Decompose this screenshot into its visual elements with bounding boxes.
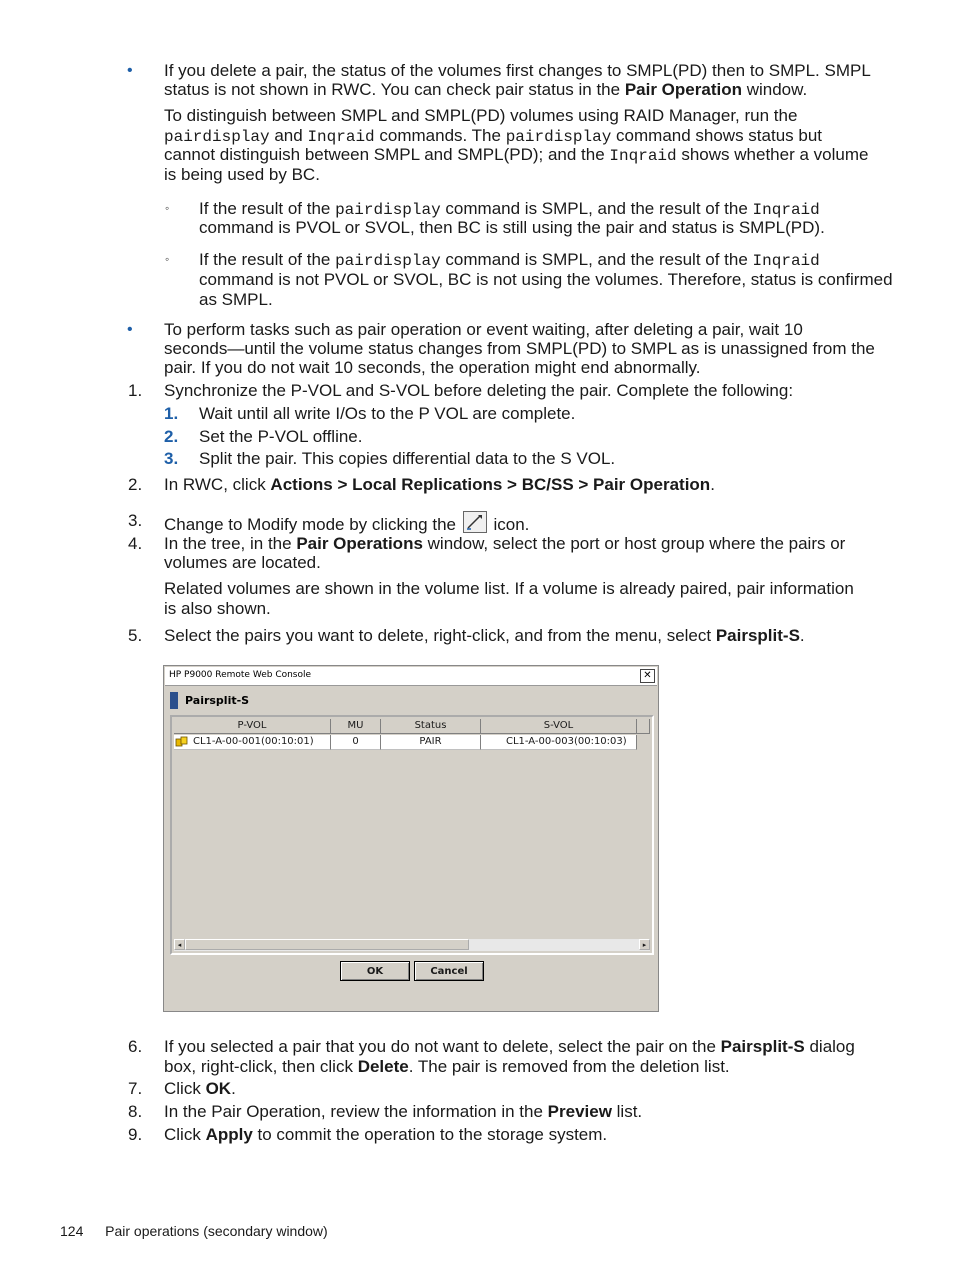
dialog-window-title: HP P9000 Remote Web Console (169, 670, 312, 680)
substep-number: 2. (164, 427, 179, 446)
step-number: 4. (128, 534, 143, 553)
column-header-filler (637, 719, 650, 734)
step-text: If you selected a pair that you do not want to delete, select the pair on the Pairsplit-S dialog (164, 1037, 855, 1056)
close-icon[interactable]: ✕ (640, 669, 655, 683)
pvol-cell: CL1-A-00-001(00:10:01) (193, 736, 314, 747)
mu-cell[interactable]: 0 (331, 735, 381, 750)
paragraph-line: is being used by BC. (164, 165, 320, 184)
step-text: volumes are located. (164, 553, 321, 572)
pair-table (170, 715, 654, 955)
step-number: 7. (128, 1079, 143, 1098)
ok-button[interactable]: OK (340, 961, 410, 981)
paragraph-line: If the result of the pairdisplay command is SMPL, and the result of the Inqraid (199, 250, 820, 270)
page-footer (60, 1222, 328, 1240)
heading-accent-bar (170, 692, 178, 709)
dialog-heading: Pairsplit-S (185, 694, 250, 707)
status-cell[interactable]: PAIR (381, 735, 481, 750)
column-header-pvol[interactable]: P-VOL (174, 719, 331, 734)
step-number: 6. (128, 1037, 143, 1056)
bullet-marker: • (127, 62, 133, 79)
scroll-right-icon[interactable]: ▸ (639, 939, 650, 950)
paragraph-line: pair. If you do not wait 10 seconds, the operation might end abnormally. (164, 358, 701, 377)
table-row[interactable] (174, 735, 331, 750)
step-text: Click Apply to commit the operation to the storage system. (164, 1125, 608, 1144)
step-text: In RWC, click Actions > Local Replications > BC/SS > Pair Operation. (164, 475, 715, 494)
step-number: 3. (128, 511, 143, 530)
substep-text: Set the P-VOL offline. (199, 427, 363, 446)
substep-number: 3. (164, 449, 179, 468)
step-text: box, right-click, then click Delete. The pair is removed from the deletion list. (164, 1057, 730, 1076)
horizontal-scrollbar[interactable] (174, 939, 650, 951)
cancel-button[interactable]: Cancel (414, 961, 484, 981)
step-text: Click OK. (164, 1079, 236, 1098)
paragraph-line: command is not PVOL or SVOL, BC is not using the volumes. Therefore, status is confirmed (199, 270, 893, 289)
step-number: 9. (128, 1125, 143, 1144)
paragraph-line: To perform tasks such as pair operation or event waiting, after deleting a pair, wait 10 (164, 320, 803, 339)
step-text: Related volumes are shown in the volume list. If a volume is already paired, pair information (164, 579, 854, 598)
page-number: 124 (60, 1223, 84, 1239)
paragraph-line: status is not shown in RWC. You can check pair status in the Pair Operation window. (164, 80, 808, 99)
column-header-mu[interactable]: MU (331, 719, 381, 734)
modify-mode-icon (463, 511, 487, 533)
step-number: 8. (128, 1102, 143, 1121)
section-title: Pair operations (secondary window) (105, 1223, 328, 1239)
pair-icon (175, 736, 189, 753)
step-text: is also shown. (164, 599, 271, 618)
step-text: Synchronize the P-VOL and S-VOL before deleting the pair. Complete the following: (164, 381, 794, 400)
paragraph-line: as SMPL. (199, 290, 273, 309)
sub-bullet-marker: ◦ (165, 252, 170, 266)
column-header-svol[interactable]: S-VOL (481, 719, 637, 734)
step-text: Select the pairs you want to delete, right-click, and from the menu, select Pairsplit-S. (164, 626, 805, 645)
sub-bullet-marker: ◦ (165, 201, 170, 215)
paragraph-line: pairdisplay and Inqraid commands. The pairdisplay command shows status but (164, 126, 823, 146)
paragraph-line: If the result of the pairdisplay command is SMPL, and the result of the Inqraid (199, 199, 820, 219)
substep-text: Split the pair. This copies differential data to the S VOL. (199, 449, 616, 468)
bullet-marker: • (127, 321, 133, 338)
step-number: 2. (128, 475, 143, 494)
pair-table-body (174, 719, 650, 937)
step-text: In the tree, in the Pair Operations window, select the port or host group where the pairs or (164, 534, 846, 553)
step-text: Change to Modify mode by clicking the icon. (164, 511, 529, 535)
svol-cell[interactable]: CL1-A-00-003(00:10:03) (481, 735, 637, 750)
paragraph-line: command is PVOL or SVOL, then BC is still using the pair and status is SMPL(PD). (199, 218, 825, 237)
pairsplit-dialog (163, 665, 659, 1012)
paragraph-line: To distinguish between SMPL and SMPL(PD) volumes using RAID Manager, run the (164, 106, 798, 125)
paragraph-line: cannot distinguish between SMPL and SMPL(PD); and the Inqraid shows whether a volume (164, 145, 869, 165)
scroll-left-icon[interactable]: ◂ (174, 939, 185, 950)
substep-text: Wait until all write I/Os to the P VOL are complete. (199, 404, 576, 423)
dialog-titlebar (165, 667, 657, 686)
column-header-status[interactable]: Status (381, 719, 481, 734)
scrollbar-thumb[interactable] (185, 939, 469, 950)
step-number: 1. (128, 381, 143, 400)
paragraph-line: If you delete a pair, the status of the volumes first changes to SMPL(PD) then to SMPL. SMPL (164, 61, 871, 80)
step-text: In the Pair Operation, review the information in the Preview list. (164, 1102, 643, 1121)
step-number: 5. (128, 626, 143, 645)
substep-number: 1. (164, 404, 179, 423)
paragraph-line: seconds—until the volume status changes from SMPL(PD) to SMPL as is unassigned from the (164, 339, 875, 358)
